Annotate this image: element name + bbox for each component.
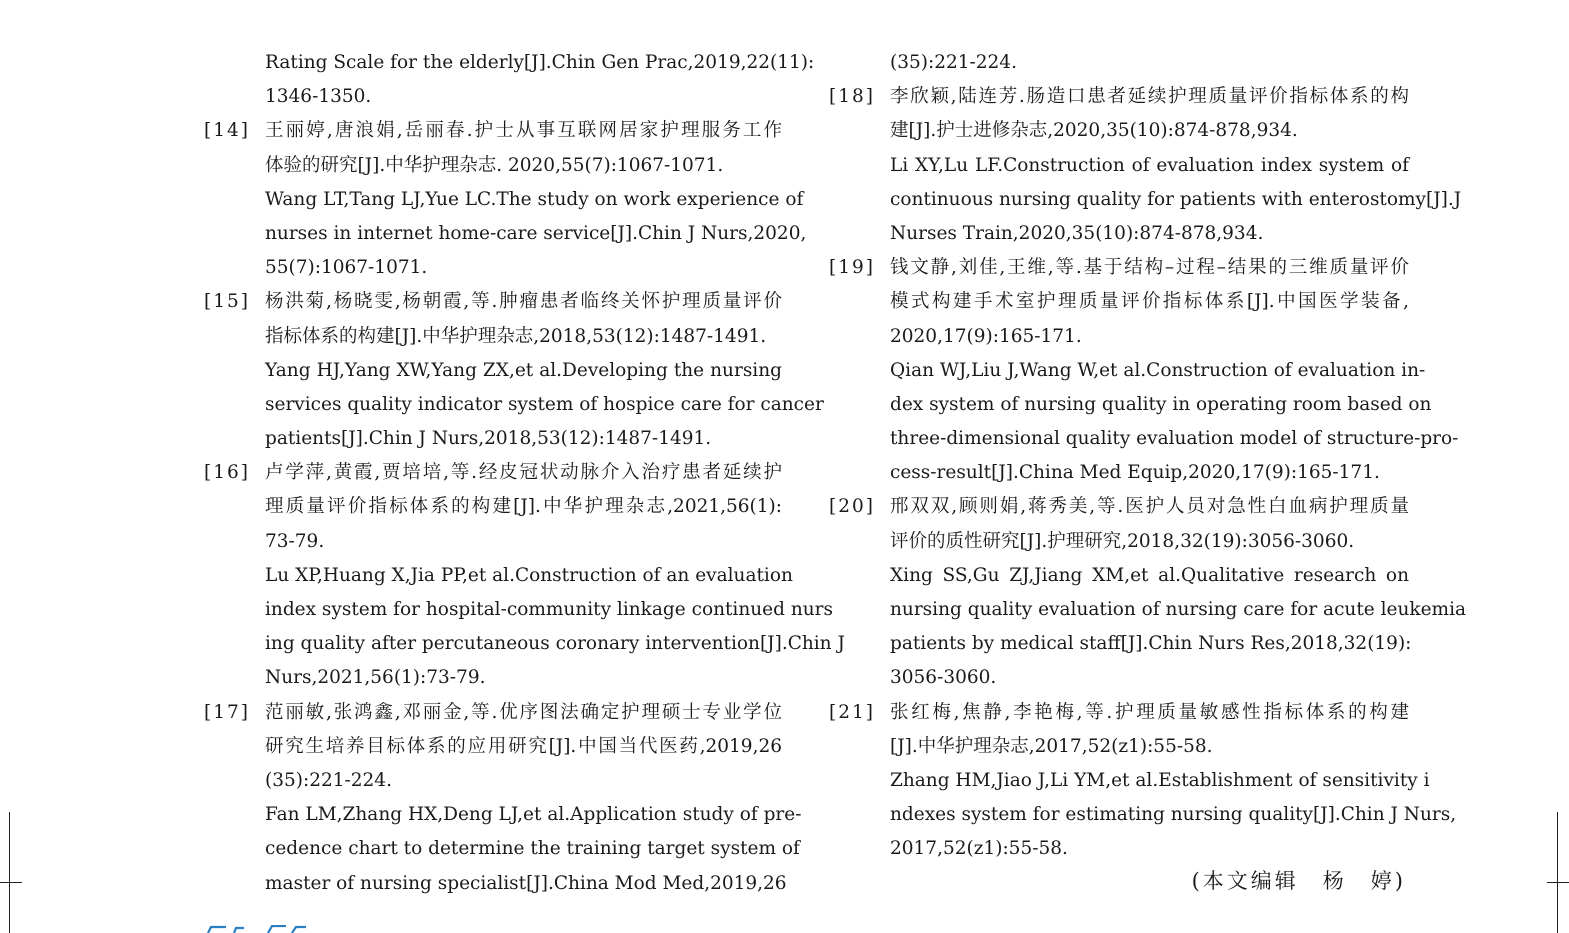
reference-text: 指标体系的构建[J].中华护理杂志,2018,53(12):1487-1491.: [265, 325, 767, 347]
reference-text: 1346-1350.: [265, 86, 372, 108]
reference-text: Rating Scale for the elderly[J].Chin Gen Prac,2019,22(11):: [265, 52, 815, 73]
reference-line: [829, 627, 1412, 661]
reference-text: 卢学萍,黄霞,贾培培,等.经皮冠状动脉介入治疗患者延续护: [265, 462, 782, 484]
reference-number: [19]: [829, 257, 875, 279]
reference-number: [21]: [829, 701, 875, 723]
reference-text: ing quality after percutaneous coronary intervention[J].Chin J: [265, 633, 845, 655]
reference-text: cess-result[J].China Med Equip,2020,17(9):165-171.: [890, 462, 1380, 484]
reference-text: ndexes system for estimating nursing quality[J].Chin J Nurs,: [890, 804, 1457, 826]
reference-text: Li XY,Lu LF.Construction of evaluation index system of: [890, 154, 1409, 176]
crop-mark-left-horizontal: [0, 882, 22, 883]
reference-line: [829, 217, 1409, 251]
reference-line: [829, 661, 1409, 695]
reference-line: [204, 627, 845, 661]
reference-text: 范丽敏,张鸿鑫,邓丽金,等.优序图法确定护理硕士专业学位: [265, 701, 782, 723]
reference-line: [829, 456, 1409, 490]
reference-text: Nurses Train,2020,35(10):874-878,934.: [890, 222, 1264, 244]
reference-text: 张红梅,焦静,李艳梅,等.护理质量敏感性指标体系的构建: [890, 701, 1409, 723]
reference-line: [204, 251, 782, 285]
reference-entry-start: [829, 490, 1409, 524]
reference-line: [204, 217, 807, 251]
reference-column-left: [204, 46, 845, 901]
editor-note: (本文编辑 杨 婷): [1191, 869, 1406, 893]
reference-line: [829, 764, 1430, 798]
crop-mark-right-vertical: [1557, 812, 1558, 933]
crop-mark-right-horizontal: [1547, 882, 1569, 883]
reference-line: [829, 593, 1467, 627]
reference-entry-start: [204, 696, 782, 730]
reference-line: [829, 730, 1409, 764]
reference-number: [16]: [204, 462, 250, 484]
reference-entry-start: [829, 80, 1409, 114]
reference-text: dex system of nursing quality in operating room based on: [890, 393, 1432, 415]
reference-line: [204, 593, 834, 627]
reference-text: patients by medical staff[J].Chin Nurs Res,2018,32(19):: [890, 633, 1412, 655]
reference-text: 李欣颖,陆连芳.肠造口患者延续护理质量评价指标体系的构: [890, 86, 1409, 108]
reference-text: 73-79.: [265, 530, 325, 552]
reference-line: [829, 422, 1459, 456]
reference-line: [829, 285, 1409, 319]
reference-number: [17]: [204, 701, 250, 723]
reference-number: [14]: [204, 120, 250, 142]
reference-line: [204, 525, 782, 559]
reference-line: [829, 525, 1409, 559]
reference-line: [829, 388, 1432, 422]
reference-text: Nurs,2021,56(1):73-79.: [265, 667, 486, 689]
reference-line: [829, 354, 1426, 388]
reference-text: Fan LM,Zhang HX,Deng LJ,et al.Application study of pre-: [265, 804, 802, 826]
reference-line: [204, 867, 787, 901]
reference-line: [204, 46, 815, 80]
reference-text: cedence chart to determine the training target system of: [265, 838, 800, 860]
reference-text: (35):221-224.: [265, 769, 392, 791]
reference-text: 模式构建手术室护理质量评价指标体系[J].中国医学装备,: [890, 291, 1409, 313]
reference-line: [204, 832, 800, 866]
reference-line: [204, 388, 824, 422]
reference-text: [J].中华护理杂志,2017,52(z1):55-58.: [890, 735, 1213, 757]
reference-line: [204, 764, 782, 798]
reference-text: 2020,17(9):165-171.: [890, 325, 1082, 347]
reference-text: Qian WJ,Liu J,Wang W,et al.Construction of evaluation in-: [890, 359, 1426, 381]
reference-text: 王丽婷,唐浪娟,岳丽春.护士从事互联网居家护理服务工作: [265, 120, 782, 142]
reference-entry-start: [204, 285, 782, 319]
reference-number: [20]: [829, 496, 875, 518]
reference-text: 建[J].护士进修杂志,2020,35(10):874-878,934.: [890, 120, 1298, 142]
reference-text: 邢双双,顾则娟,蒋秀美,等.医护人员对急性白血病护理质量: [890, 496, 1409, 518]
reference-line: [204, 149, 782, 183]
reference-text: nursing quality evaluation of nursing care for acute leukemia: [890, 599, 1467, 620]
reference-line: [829, 559, 1409, 593]
reference-text: 3056-3060.: [890, 667, 997, 689]
reference-text: services quality indicator system of hospice care for cancer: [265, 393, 824, 415]
reference-line: [204, 661, 782, 695]
reference-text: patients[J].Chin J Nurs,2018,53(12):1487-1491.: [265, 428, 712, 450]
reference-text: (35):221-224.: [890, 52, 1017, 73]
reference-column-right: [829, 46, 1467, 867]
reference-line: [204, 80, 782, 114]
crop-mark-left-vertical: [9, 812, 10, 933]
reference-text: 评价的质性研究[J].护理研究,2018,32(19):3056-3060.: [890, 530, 1355, 552]
reference-text: master of nursing specialist[J].China Mod Med,2019,26: [265, 872, 787, 894]
reference-text: 钱文静,刘佳,王维,等.基于结构–过程–结果的三维质量评价: [890, 257, 1409, 279]
reference-line: [829, 183, 1462, 217]
reference-text: 杨洪菊,杨晓雯,杨朝霞,等.肿瘤患者临终关怀护理质量评价: [265, 291, 782, 313]
reference-text: 2017,52(z1):55-58.: [890, 838, 1068, 860]
reference-text: Xing SS,Gu ZJ,Jiang XM,et al.Qualitative research on: [890, 564, 1409, 586]
reference-text: 55(7):1067-1071.: [265, 257, 428, 279]
reference-text: 体验的研究[J].中华护理杂志. 2020,55(7):1067-1071.: [265, 154, 724, 176]
reference-text: 研究生培养目标体系的应用研究[J].中国当代医药,2019,26: [265, 735, 782, 757]
reference-line: [204, 422, 782, 456]
reference-line: [204, 320, 782, 354]
reference-text: three-dimensional quality evaluation model of structure-pro-: [890, 428, 1459, 450]
reference-line: [829, 832, 1409, 866]
reference-text: nurses in internet home-care service[J].Chin J Nurs,2020,: [265, 222, 807, 244]
reference-text: Wang LT,Tang LJ,Yue LC.The study on work experience of: [265, 188, 804, 210]
reference-entry-start: [204, 114, 782, 148]
reference-line: [829, 149, 1409, 183]
reference-line: [829, 46, 1409, 80]
journal-logo-fragment: [206, 925, 316, 933]
reference-line: [204, 798, 802, 832]
reference-entry-start: [829, 696, 1409, 730]
reference-text: Yang HJ,Yang XW,Yang ZX,et al.Developing the nursing: [265, 359, 782, 381]
reference-line: [204, 183, 804, 217]
reference-line: [204, 490, 782, 524]
reference-text: Lu XP,Huang X,Jia PP,et al.Construction of an evaluation: [265, 564, 793, 586]
reference-line: [204, 559, 793, 593]
reference-number: [18]: [829, 86, 875, 108]
reference-line: [829, 320, 1409, 354]
reference-text: index system for hospital-community linkage continued nurs: [265, 599, 834, 620]
reference-line: [829, 798, 1457, 832]
reference-entry-start: [204, 456, 782, 490]
reference-line: [204, 354, 782, 388]
reference-text: Zhang HM,Jiao J,Li YM,et al.Establishment of sensitivity i: [890, 769, 1430, 791]
reference-line: [829, 114, 1409, 148]
reference-line: [204, 730, 782, 764]
reference-number: [15]: [204, 291, 250, 313]
reference-entry-start: [829, 251, 1409, 285]
reference-text: continuous nursing quality for patients with enterostomy[J].J: [890, 188, 1462, 210]
reference-text: 理质量评价指标体系的构建[J].中华护理杂志,2021,56(1):: [265, 496, 782, 518]
